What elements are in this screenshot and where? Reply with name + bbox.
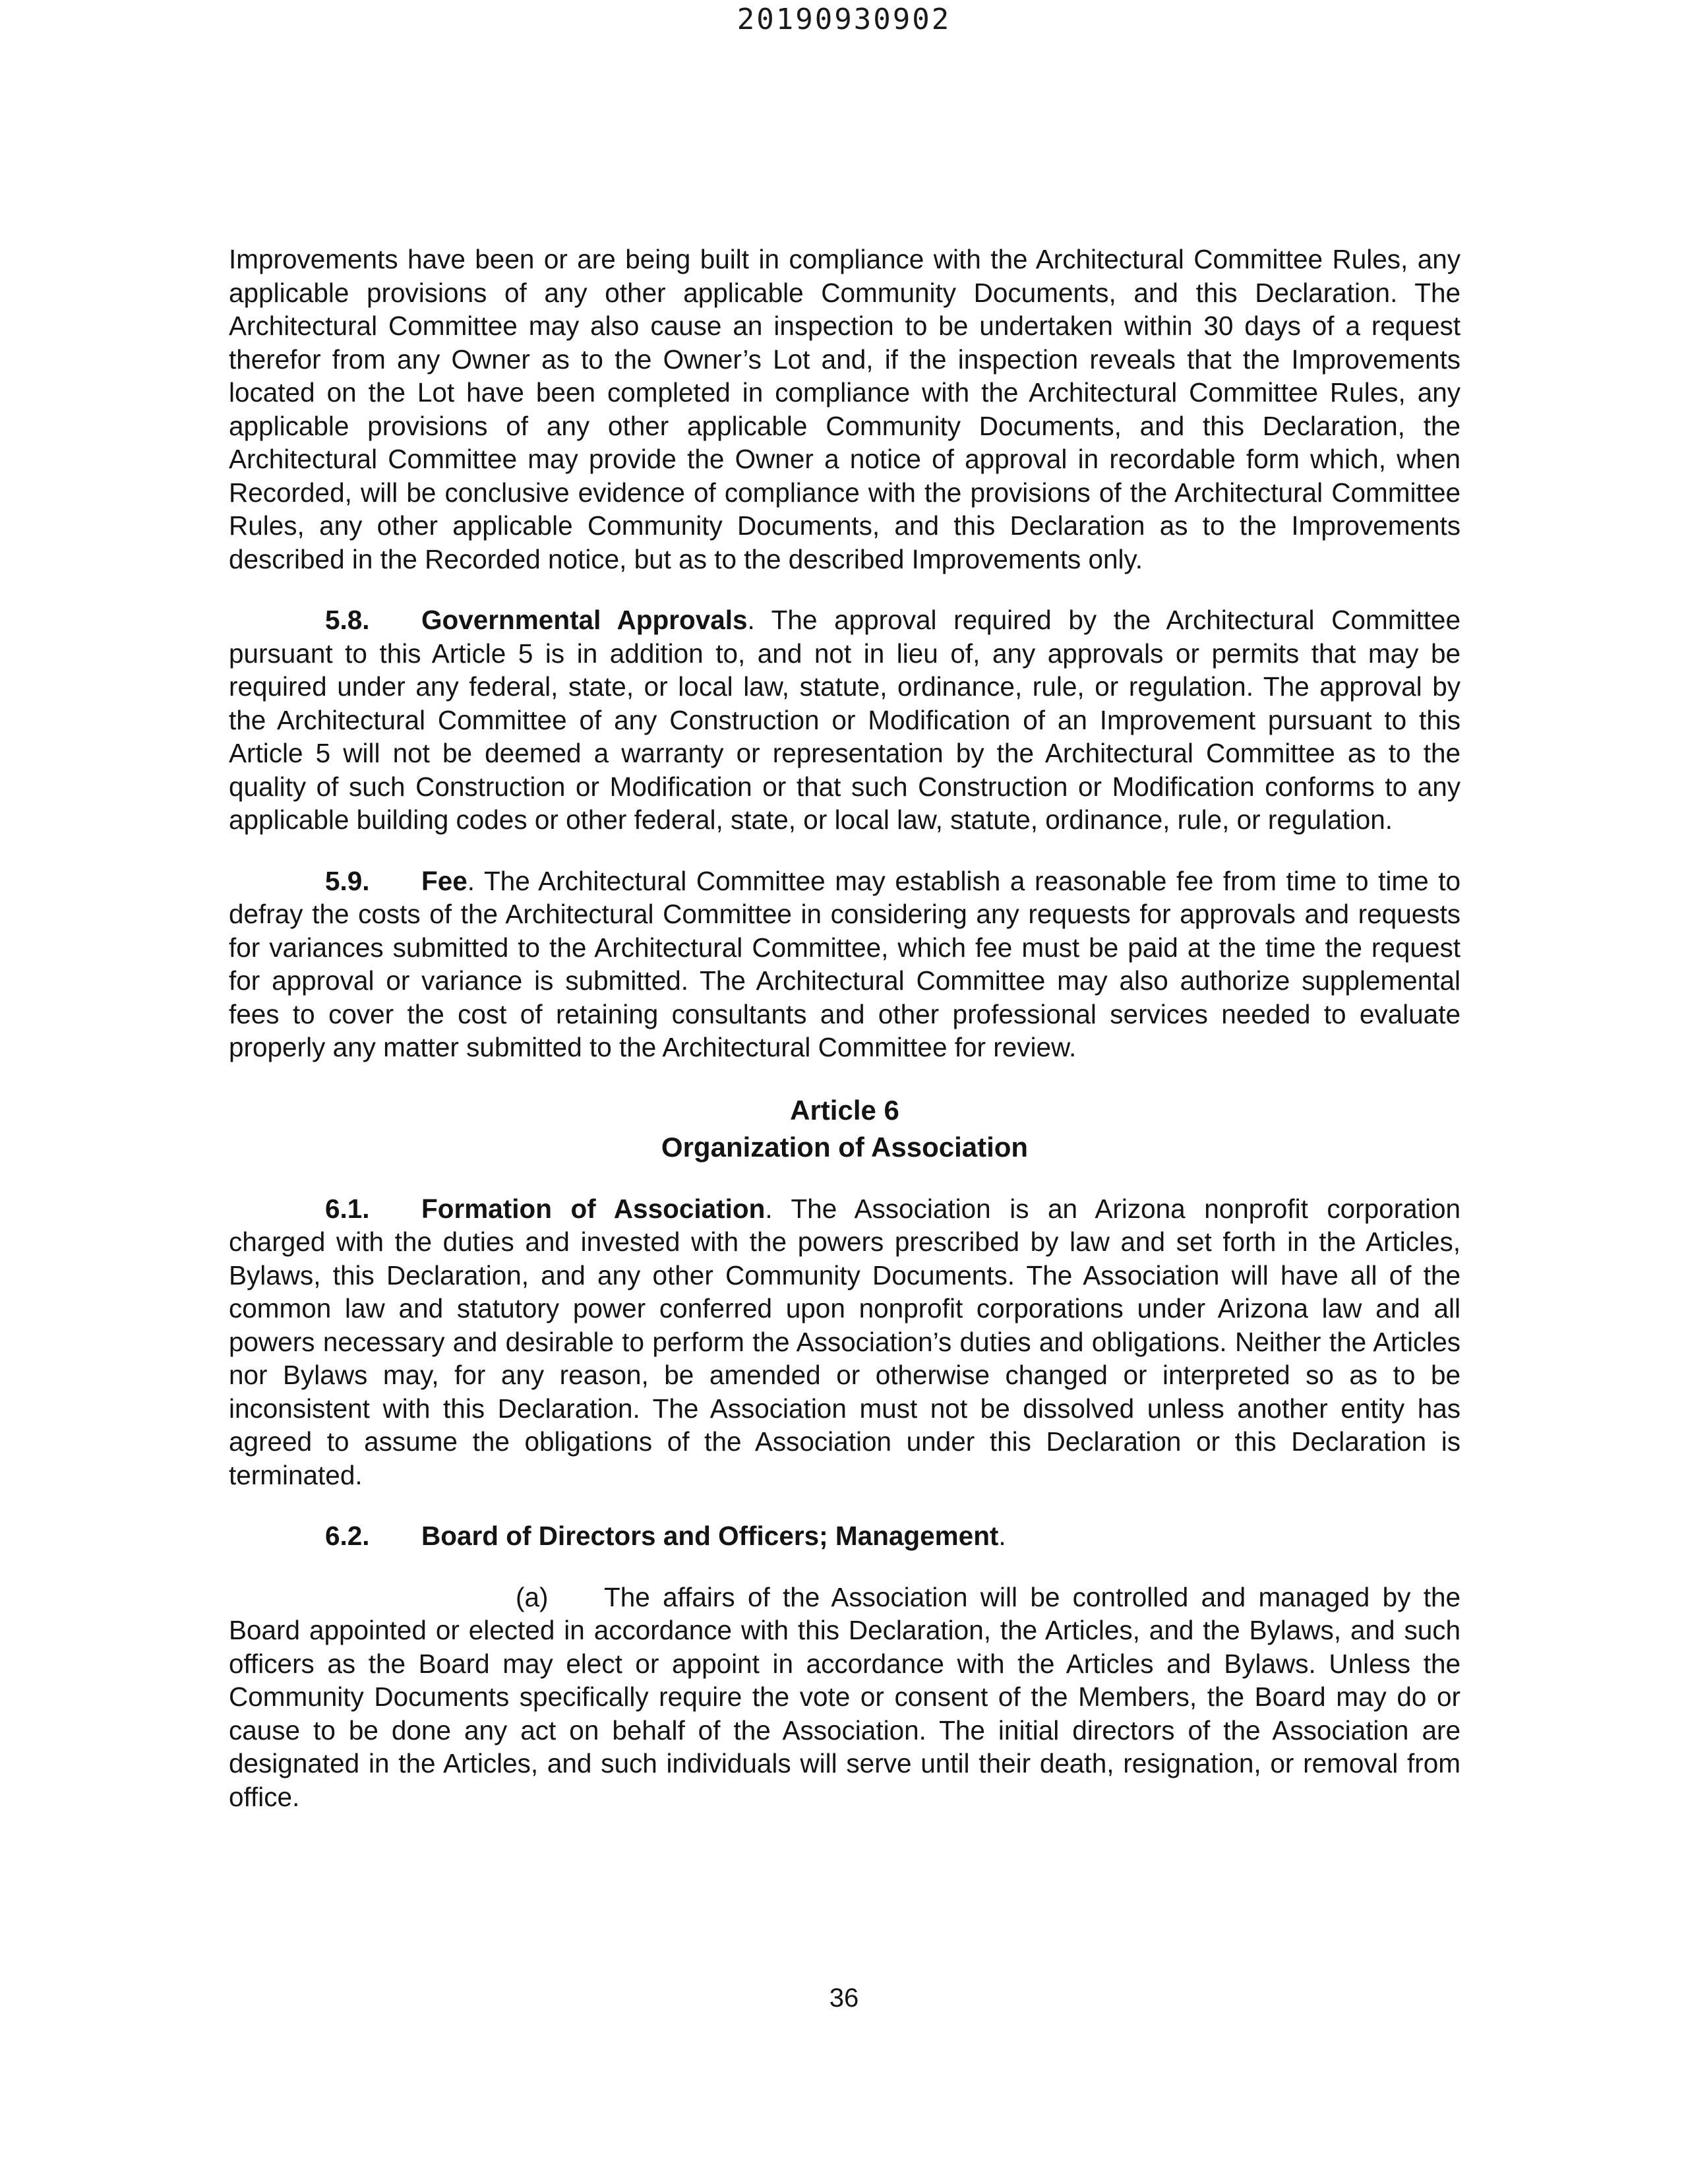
section-title: Formation of Association — [421, 1193, 766, 1224]
section-5-8 — [229, 603, 1461, 837]
section-6-2-a — [229, 1581, 1461, 1814]
section-number: 5.9. — [325, 865, 370, 896]
document-body — [229, 243, 1461, 1841]
section-text: . The Architectural Committee may establish a reasonable fee from time to time to defray the costs of the Architectural Committee in considering any requests for approvals and requests for variances submitted to the Architectural Committee, which fee must be paid at the time the request for approval or variance is submitted. The Architectural Committee may also authorize supplemental fees to cover the cost of retaining consultants and other professional services needed to evaluate properly any matter submitted to the Architectural Committee for review. — [229, 865, 1461, 1062]
subsection-text: The affairs of the Association will be controlled and managed by the Board appointed or elected in accordance with this Declaration, the Articles, and the Bylaws, and such officers as the Board may elect or appoint in accordance with the Articles and Bylaws. Unless the Community Documents specifically require the vote or consent of the Members, the Board may do or cause to be done any act on behalf of the Association. The initial directors of the Association are designated in the Articles, and such individuals will serve until their death, resignation, or removal from office. — [229, 1581, 1461, 1812]
section-5-9 — [229, 864, 1461, 1064]
section-text: . — [998, 1521, 1006, 1551]
article-title: Organization of Association — [661, 1131, 1029, 1163]
section-title: Board of Directors and Officers; Management — [421, 1521, 999, 1551]
section-6-1 — [229, 1192, 1461, 1492]
section-text: . The Association is an Arizona nonprofit corporation charged with the duties and invested with the powers prescribed by law and set forth in the Articles, Bylaws, this Declaration, and any other Community Documents. The Association will have all of the common law and statutory power conferred upon nonprofit corporations under Arizona law and all powers necessary and desirable to perform the Association’s duties and obligations. Neither the Articles nor Bylaws may, for any reason, be amended or otherwise changed or interpreted so as to be inconsistent with this Declaration. The Association must not be dissolved unless another entity has agreed to assume the obligations of the Association under this Declaration or this Declaration is terminated. — [229, 1193, 1461, 1490]
section-title: Governmental Approvals — [421, 605, 748, 635]
section-title: Fee — [421, 865, 467, 896]
section-number: 6.2. — [325, 1521, 370, 1551]
article-number: Article 6 — [790, 1094, 899, 1126]
section-number: 6.1. — [325, 1193, 370, 1224]
page-number: 36 — [829, 1984, 859, 2013]
section-6-2 — [229, 1519, 1461, 1553]
section-number: 5.8. — [325, 605, 370, 635]
section-text: . The approval required by the Architectural Committee pursuant to this Article 5 is in addition to, and not in lieu of, any approvals or permits that may be required under any federal, state, or local law, statute, ordinance, rule, or regulation. The approval by the Architectural Committee of any Construction or Modification of an Improvement pursuant to this Article 5 will not be deemed a warranty or representation by the Architectural Committee as to the quality of such Construction or Modification or that such Construction or Modification conforms to any applicable building codes or other federal, state, or local law, statute, ordinance, rule, or regulation. — [229, 605, 1461, 835]
article-heading — [229, 1092, 1461, 1166]
recording-number: 20190930902 — [737, 3, 951, 36]
subsection-label: (a) — [516, 1581, 549, 1612]
continuation-paragraph: Improvements have been or are being built in compliance with the Architectural Committee Rules, any applicable provisions of any other applicable Community Documents, and this Declaration. The Architectural Committee may also cause an inspection to be undertaken within 30 days of a request therefor from any Owner as to the Owner’s Lot and, if the inspection reveals that the Improvements located on the Lot have been completed in compliance with the Architectural Committee Rules, any applicable provisions of any other applicable Community Documents, and this Declaration, the Architectural Committee may provide the Owner a notice of approval in recordable form which, when Recorded, will be conclusive evidence of compliance with the provisions of the Architectural Committee Rules, any other applicable Community Documents, and this Declaration as to the Improvements described in the Recorded notice, but as to the described Improvements only. — [229, 244, 1461, 574]
